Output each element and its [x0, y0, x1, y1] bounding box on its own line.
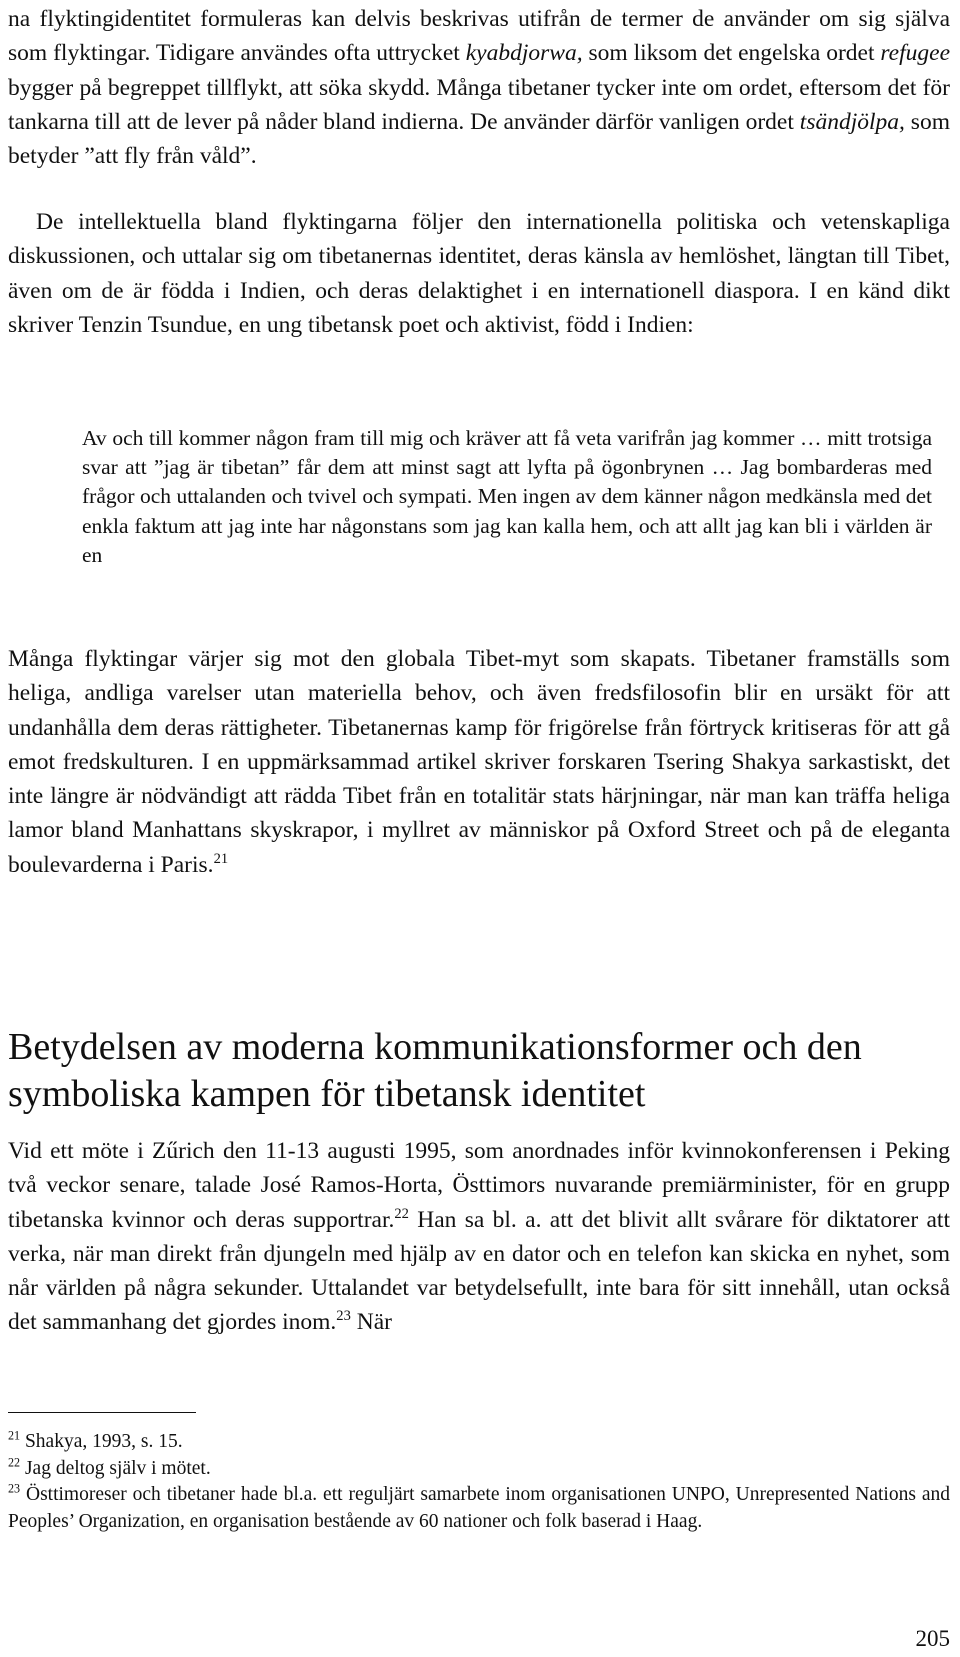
paragraph-4-text-b: Han sa bl. a. att det blivit allt svårare för diktatorer att verka, när man direkt från djungeln med hjälp av en dator och en telefon kan skicka en nyhet, som når världen på några sekunder. Uttalandet var betydelsefullt, inte bara för sitt innehåll, utan också det sammanhang det gjordes inom. [8, 1206, 950, 1336]
body-paragraph-1 [8, 2, 950, 173]
paragraph-4-text-a: Vid ett möte i Zűrich den 11-13 augusti 1995, som anordnades inför kvinnokonferensen i Peking två veckor senare, talade José Ramos-Horta, Östtimors nuvarande premiärminister, för en grupp tibetanska kvinnor och deras supportrar. [8, 1138, 950, 1233]
footnote-23 [8, 1482, 950, 1535]
paragraph-3-text: Många flyktingar värjer sig mot den globala Tibet-myt som skapats. Tibetaner framställs som heliga, andliga varelser utan materiella behov, och även fredsfilosofin blir en ursäkt för att undanhålla dem deras rättigheter. Tibetanernas kamp för frigörelse från förtryck kritiseras för att gå emot fredskulturen. I en uppmärksammad artikel skriver forskaren Tsering Shakya sarkastiskt, det inte längre är nödvändigt att rädda Tibet från en totalitär stats härjningar, när man kan träffa heliga lamor bland Manhattans skyskrapor, i myllret av människor på Oxford Street och på de eleganta boulevarderna i Paris. [8, 646, 950, 878]
paragraph-1-text-c: bygger på begreppet tillflykt, att söka skydd. Många tibetaner tycker inte om ordet, eftersom det för tankarna till att de lever på nåder bland indierna. De använder därför vanligen ordet [8, 74, 950, 135]
page-number: 205 [915, 1626, 950, 1651]
footnote-divider [8, 1412, 196, 1413]
body-paragraph-4 [8, 1134, 950, 1340]
footnote-ref-22[interactable]: 22 [394, 1205, 409, 1222]
footnote-22 [8, 1456, 950, 1483]
footnote-text: Jag deltog själv i mötet. [20, 1457, 211, 1479]
footnote-text: Östtimoreser och tibetaner hade bl.a. ett reguljärt samarbete inom organisationen UNPO, Unrepresented Nations and Peoples’ Organization, en organisation bestående av 60 nationer och folk baserad i Haag. [8, 1484, 950, 1532]
paragraph-4-text-c: När [350, 1309, 392, 1336]
footnote-number: 23 [8, 1481, 21, 1496]
body-paragraph-2: De intellektuella bland flyktingarna följer den internationella politiska och vetenskapliga diskussionen, och uttalar sig om tibetanernas identitet, deras känsla av hemlöshet, längtan till Tibet, även om de är födda i Indien, och deras delaktighet i en internationell diaspora. I en känd dikt skriver Tenzin Tsundue, en ung tibetansk poet och aktivist, född i Indien: [8, 209, 950, 338]
term-kyabdjorwa: kyabdjorwa, [465, 40, 583, 67]
term-refugee: refugee [880, 40, 950, 67]
footnotes [8, 1429, 950, 1535]
paragraph-1-text-b: som liksom det engelska ordet [582, 40, 881, 67]
paragraph-1-text-d: som betyder ”att fly från våld”. [8, 108, 950, 170]
term-tsandjolpa: tsändjölpa, [799, 108, 905, 135]
paragraph-1-text-a: na flyktingidentitet formuleras kan delvis beskrivas utifrån de termer de använder om sig själva som flyktingar. Tidigare användes ofta uttrycket [8, 6, 950, 67]
footnote-text: Shakya, 1993, s. 15. [20, 1431, 183, 1452]
footnote-ref-23[interactable]: 23 [336, 1308, 351, 1325]
footnote-ref-21[interactable]: 21 [213, 850, 229, 867]
block-quote: Av och till kommer någon fram till mig och kräver att få veta varifrån jag kommer … mitt trotsiga svar att ”jag är tibetan” får dem att minst sagt att lyfta på ögonbrynen … Jag bombarderas med frågor och uttalanden och tvivel och sympati. Men ingen av dem känner någon medkänsla med det enkla faktum att jag inte har någonstans som jag kan kalla hem, och att allt jag kan bli i världen är en [82, 426, 932, 567]
footnote-21 [8, 1429, 950, 1456]
body-paragraph-3 [8, 642, 950, 882]
section-heading: Betydelsen av moderna kommunikationsformer och den symboliska kampen för tibetansk identitet [8, 1026, 862, 1115]
footnote-number: 21 [8, 1428, 21, 1443]
footnote-number: 22 [8, 1455, 21, 1469]
